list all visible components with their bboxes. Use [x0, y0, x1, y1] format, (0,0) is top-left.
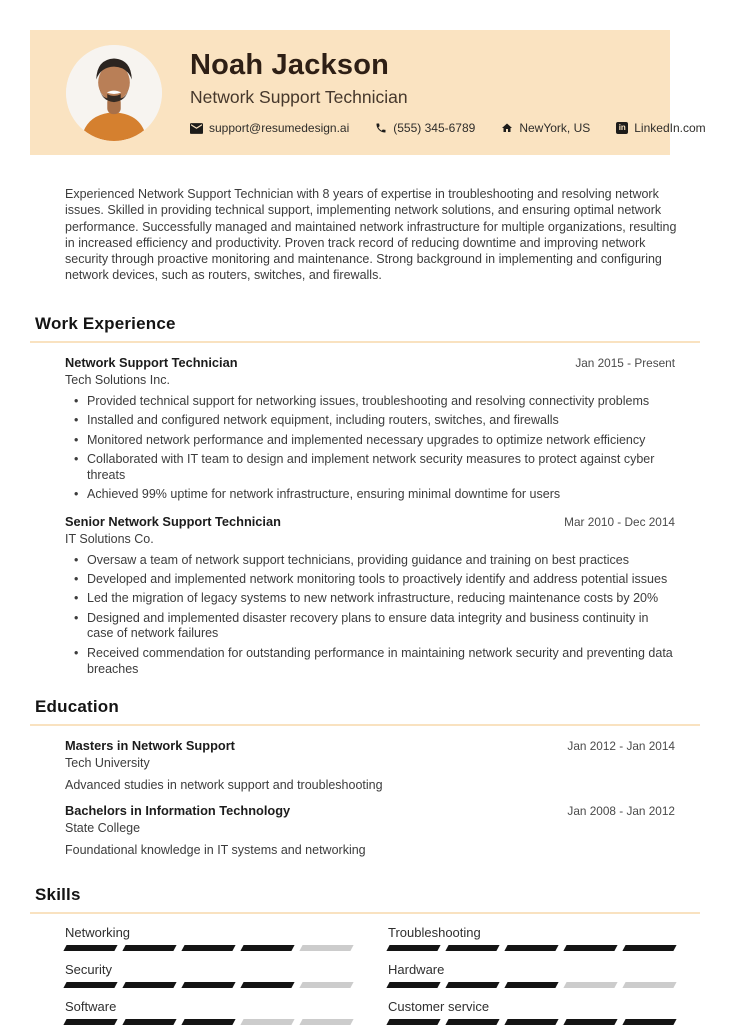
- contact-row: [190, 121, 706, 135]
- email-icon: [190, 123, 203, 134]
- skills-heading: Skills: [30, 885, 700, 914]
- degree-title: Bachelors in Information Technology: [65, 803, 291, 818]
- degree-school: Tech University: [65, 756, 150, 770]
- job-bullet-list: [65, 394, 675, 503]
- degree-entry: [65, 803, 675, 857]
- degree-description: Foundational knowledge in IT systems and networking: [65, 843, 366, 857]
- job-bullet: • Monitored network performance and implemented necessary upgrades to optimize network efficiency: [87, 433, 675, 449]
- contact-location-text: NewYork, US: [519, 121, 591, 136]
- job-company: Tech Solutions Inc.: [65, 373, 170, 387]
- skill-software: [65, 999, 352, 1025]
- job-company: IT Solutions Co.: [65, 531, 154, 546]
- job-title: Network Support Technician: [65, 355, 238, 370]
- header-band: [30, 30, 706, 155]
- work-experience-heading: Work Experience: [30, 314, 700, 343]
- skills-section: [0, 885, 730, 1025]
- degree-description: Advanced studies in network support and troubleshooting: [65, 778, 383, 792]
- skill-label: Networking: [65, 925, 131, 940]
- contact-phone: [375, 121, 475, 135]
- degree-school: State College: [65, 821, 141, 835]
- skill-label: Customer service: [388, 999, 490, 1014]
- skill-label: Software: [65, 999, 117, 1014]
- job-bullet: • Received commendation for outstanding performance in maintaining network security and preventing data breaches: [87, 646, 675, 678]
- education-section: [0, 697, 730, 868]
- skills-grid: [65, 925, 675, 1025]
- job-entry: [65, 514, 675, 678]
- job-bullet-list: [65, 553, 675, 678]
- skill-level-bar: [388, 982, 675, 988]
- work-experience-section: [0, 314, 730, 688]
- contact-location: [501, 121, 590, 135]
- skill-label: Troubleshooting: [388, 925, 481, 940]
- linkedin-icon: in: [616, 122, 628, 134]
- profile-photo: [66, 45, 162, 141]
- degree-dates: Jan 2012 - Jan 2014: [567, 739, 675, 753]
- home-icon: [501, 122, 513, 134]
- job-entry: [65, 355, 675, 503]
- contact-email-text: support@resumedesign.ai: [209, 121, 350, 136]
- contact-phone-text: (555) 345-6789: [393, 121, 476, 136]
- contact-email: [190, 121, 349, 135]
- job-title: Senior Network Support Technician: [65, 513, 281, 529]
- job-bullet: • Oversaw a team of network support technicians, providing guidance and training on best practices: [87, 553, 675, 569]
- phone-icon: [375, 122, 387, 134]
- degree-dates: Jan 2008 - Jan 2012: [567, 804, 675, 818]
- skill-level-bar: [65, 945, 352, 951]
- skill-label: Hardware: [388, 962, 445, 977]
- skill-level-bar: [388, 945, 675, 951]
- skill-security: [65, 962, 352, 988]
- job-bullet: • Led the migration of legacy systems to new network infrastructure, reducing maintenance costs by 20%: [87, 591, 675, 607]
- degree-title: Masters in Network Support: [65, 738, 235, 753]
- profile-photo-illustration: [66, 45, 162, 141]
- job-bullet: • Designed and implemented disaster recovery plans to ensure data integrity and business continuity in case of network failures: [87, 611, 675, 643]
- skill-level-bar: [65, 1019, 352, 1025]
- summary-paragraph: Experienced Network Support Technician with 8 years of expertise in troubleshooting and resolving network issues. Skilled in providing technical support, implementing network solutions, and ensuring optimal network performance. Successfully managed and maintained network infrastructure for multiple organizations, resulting in increased efficiency and productivity. Proven track record of reducing downtime and improving network security through proactive monitoring and maintenance. Strong background in implementing and configuring network devices, such as routers, switches, and firewalls.: [65, 187, 677, 283]
- job-bullet: • Collaborated with IT team to design and implement network security measures to protect against cyber threats: [87, 452, 675, 484]
- job-dates: Mar 2010 - Dec 2014: [564, 514, 675, 529]
- skill-level-bar: [388, 1019, 675, 1025]
- skill-level-bar: [65, 982, 352, 988]
- skill-troubleshooting: [388, 925, 675, 951]
- contact-linkedin-text: LinkedIn.com: [634, 121, 706, 136]
- skill-networking: [65, 925, 352, 951]
- job-bullet: • Achieved 99% uptime for network infrastructure, ensuring minimal downtime for users: [87, 487, 675, 503]
- skill-label: Security: [65, 962, 112, 977]
- job-bullet: • Provided technical support for networking issues, troubleshooting and resolving connectivity problems: [87, 394, 675, 410]
- skill-customer-service: [388, 999, 675, 1025]
- degree-entry: [65, 738, 675, 792]
- job-bullet: • Installed and configured network equipment, including routers, switches, and firewalls: [87, 413, 675, 429]
- job-bullet: • Developed and implemented network monitoring tools to proactively identify and address potential issues: [87, 572, 675, 588]
- education-heading: Education: [30, 697, 700, 726]
- person-name: Noah Jackson: [190, 48, 390, 81]
- person-job-title: Network Support Technician: [190, 87, 408, 108]
- skill-hardware: [388, 962, 675, 988]
- job-dates: Jan 2015 - Present: [575, 356, 675, 370]
- contact-linkedin: [616, 121, 705, 135]
